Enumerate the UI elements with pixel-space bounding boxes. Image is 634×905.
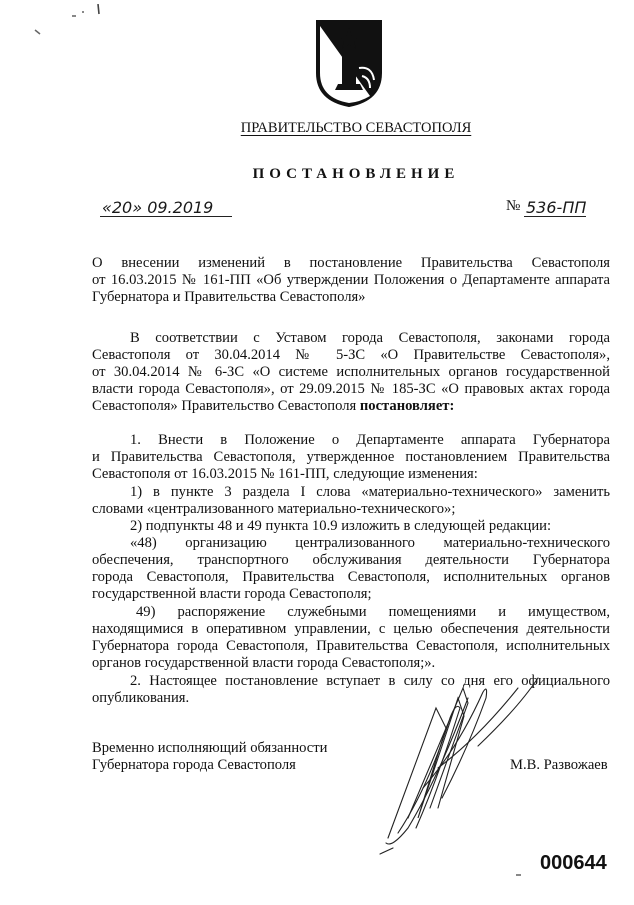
title-line: О внесении изменений в постановление Правительства Севастополя [92,255,610,271]
body-line: опубликования. [92,690,190,706]
body-line: города Севастополя, Правительства Севастополя, исполнительных органов [92,569,610,585]
preamble-text: Севастополя» Правительство Севастополя [92,398,360,414]
resolves-word: постановляет: [359,398,455,414]
body-line: и Правительства Севастополя, утвержденное постановлением Правительства [92,449,610,465]
preamble-line: Севастополя от 30.04.2014 № 5-ЗС «О Правительстве Севастополя», [92,347,610,363]
signatory-position-line1: Временно исполняющий обязанности [92,740,328,756]
scan-mark [34,28,44,36]
body-line: обеспечения, транспортного обслуживания деятельности Губернатора [92,552,610,568]
serial-number: 000644 [540,852,607,874]
preamble-last-line [92,398,610,415]
date-underline [100,216,232,217]
sevastopol-coat-of-arms [314,18,384,108]
document-type: ПОСТАНОВЛЕНИЕ [252,166,460,182]
body-line: 2. Настоящее постановление вступает в силу со дня его официального [130,673,610,689]
preamble-line: В соответствии с Уставом города Севастополя, законами города [130,330,610,346]
scan-marks [58,4,108,20]
title-line: от 16.03.2015 № 161-ПП «Об утверждении Положения о Департаменте аппарата [92,272,610,288]
preamble-line: от 30.04.2014 № 6-ЗС «О системе исполнительных органов государственной [92,364,610,380]
body-line: 1) в пункте 3 раздела I слова «материально-технического» заменить [130,484,610,500]
body-line: «48) организацию централизованного материально-технического [130,535,610,551]
body-line: словами «централизованного материально-технического»; [92,501,456,517]
signatory-name: М.В. Развожаев [510,757,608,773]
document-date: «20» 09.2019 [102,198,214,217]
scan-mark [514,870,524,880]
body-line: Губернатора города Севастополя, Правительства Севастополя, исполнительных [92,638,610,654]
preamble-line: власти города Севастополя», от 29.09.2015 № 185-ЗС «О правовых актах города [92,381,610,397]
government-name: ПРАВИТЕЛЬСТВО СЕВАСТОПОЛЯ [240,120,472,136]
body-line: 49) распоряжение служебными помещениями и имуществом, [136,604,610,620]
title-line: Губернатора и Правительства Севастополя» [92,289,366,305]
body-line: органов государственной власти города Севастополя;». [92,655,436,671]
body-line: Севастополя от 16.03.2015 № 161-ПП, следующие изменения: [92,466,478,482]
body-line: 1. Внести в Положение о Департаменте аппарата Губернатора [130,432,610,448]
body-line: находящимися в оперативном управлении, с целью обеспечения деятельности [92,621,610,637]
number-underline [524,216,586,217]
body-line: 2) подпункты 48 и 49 пункта 10.9 изложить в следующей редакции: [130,518,551,534]
body-line: государственной власти города Севастополя; [92,586,372,602]
handwritten-signature [368,668,548,858]
signatory-position-line2: Губернатора города Севастополя [92,757,296,773]
number-prefix: № [506,198,521,214]
document-number: 536-ПП [526,198,587,217]
